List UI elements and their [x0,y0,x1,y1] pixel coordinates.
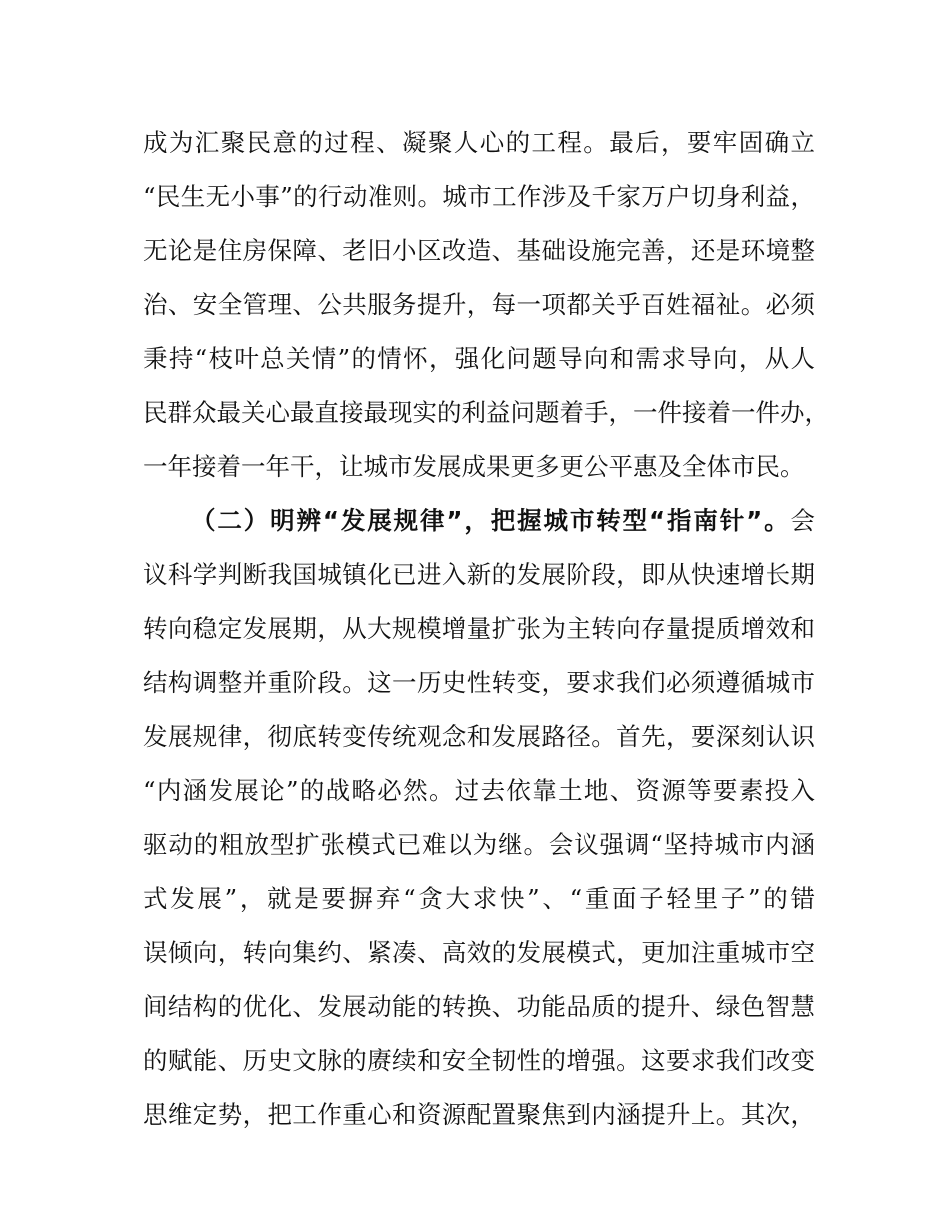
paragraph-line: 驱动的粗放型扩张模式已难以为继。会议强调“坚持城市内涵 [143,830,815,859]
paragraph-line: 治、安全管理、公共服务提升，每一项都关乎百姓福祉。必须 [143,290,815,319]
paragraph-line: 秉持“枝叶总关情”的情怀，强化问题导向和需求导向，从人 [143,344,815,373]
paragraph-line: “内涵发展论”的战略必然。过去依靠土地、资源等要素投入 [143,776,815,805]
paragraph-line: 议科学判断我国城镇化已进入新的发展阶段，即从快速增长期 [143,560,815,589]
paragraph-line: 民群众最关心最直接最现实的利益问题着手，一件接着一件办， [143,398,829,427]
paragraph-line: 的赋能、历史文脉的赓续和安全韧性的增强。这要求我们改变 [143,1046,815,1075]
paragraph-line: “民生无小事”的行动准则。城市工作涉及千家万户切身利益， [143,182,815,211]
paragraph-line: 发展规律，彻底转变传统观念和发展路径。首先，要深刻认识 [143,722,815,751]
section-heading-line [143,503,815,539]
paragraph-line: 思维定势，把工作重心和资源配置聚焦到内涵提升上。其次， [143,1100,815,1129]
paragraph-line: 间结构的优化、发展动能的转换、功能品质的提升、绿色智慧 [143,992,815,1021]
paragraph-line: 转向稳定发展期，从大规模增量扩张为主转向存量提质增效和 [143,614,815,643]
paragraph-line: 结构调整并重阶段。这一历史性转变，要求我们必须遵循城市 [143,668,815,697]
paragraph-line: 成为汇聚民意的过程、凝聚人心的工程。最后，要牢固确立 [143,128,815,157]
paragraph-line: 式发展”，就是要摒弃“贪大求快”、“重面子轻里子”的错 [143,884,815,913]
paragraph-line: 无论是住房保障、老旧小区改造、基础设施完善，还是环境整 [143,236,815,265]
section-heading: （二）明辨“发展规律”，把握城市转型“指南针”。 [191,506,791,535]
paragraph-line: 一年接着一年干，让城市发展成果更多更公平惠及全体市民。 [143,452,805,481]
heading-tail-text: 会 [790,506,815,535]
paragraph-line: 误倾向，转向集约、紧凑、高效的发展模式，更加注重城市空 [143,938,815,967]
